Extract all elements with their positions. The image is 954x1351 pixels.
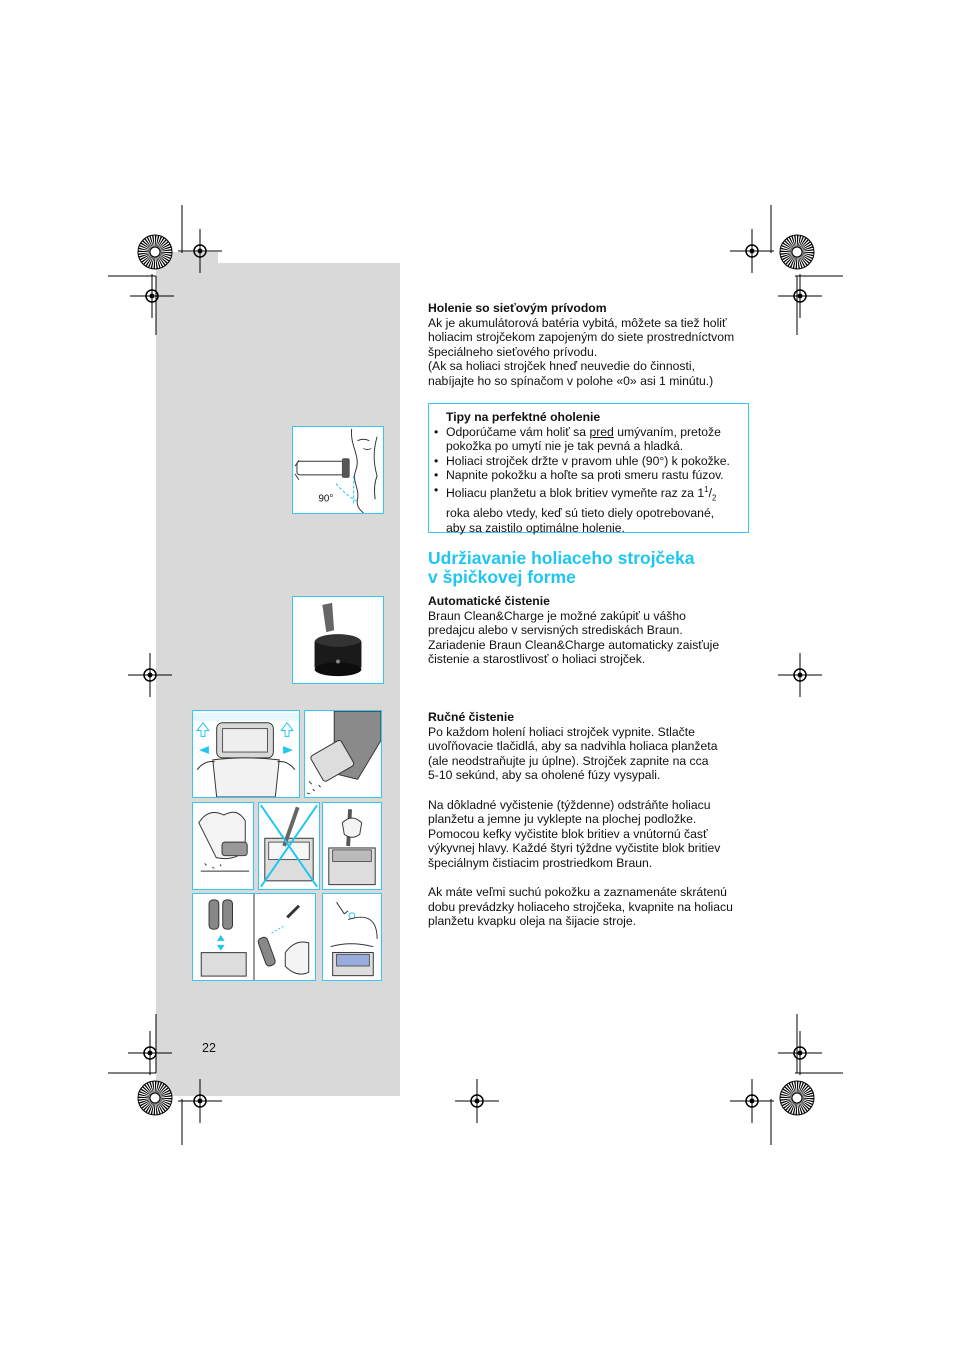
fraction-numerator: 1 bbox=[704, 484, 709, 494]
text-line: (ale neodstraňujte ju úplne). Strojček zapnite na cca bbox=[428, 753, 709, 768]
section-heading bbox=[428, 549, 758, 586]
tap-shaver-illustration bbox=[305, 711, 381, 797]
shaving-angle-illustration bbox=[293, 427, 383, 513]
figure-do-not-brush-foil bbox=[258, 802, 320, 890]
angle-label: 90° bbox=[318, 493, 334, 505]
figure-clean-charge bbox=[292, 596, 384, 684]
figure-oil-foil bbox=[322, 893, 382, 981]
text-line: nabíjajte ho so spínačom v polohe «0» asi 1 minútu.) bbox=[428, 373, 714, 388]
tip-item bbox=[433, 425, 742, 454]
clean-with-spray-illustration bbox=[193, 894, 315, 980]
text-line: dobu prevádzky holiaceho strojčeka, kvapnite na holiacu bbox=[428, 899, 733, 914]
text-line: Braun Clean&Charge je možné zakúpiť u vášho bbox=[428, 608, 686, 623]
text-line: predajcu alebo v servisných strediskách Braun. bbox=[428, 623, 683, 638]
section-automatic-cleaning bbox=[428, 594, 758, 667]
do-not-brush-foil-illustration bbox=[259, 803, 319, 889]
figure-brush-cutter bbox=[322, 802, 382, 890]
text-line: 5-10 sekúnd, aby sa oholené fúzy vysypali. bbox=[428, 768, 661, 783]
tip-text: pokožka po umytí nie je tak pevná a hladká. bbox=[446, 439, 684, 454]
section-title: Ručné čistenie bbox=[428, 710, 515, 724]
tip-item: • Holiaci strojček držte v pravom uhle (90°) k pokožke. bbox=[433, 454, 742, 469]
tip-text: Odporúčame vám holiť sa bbox=[446, 424, 590, 439]
section-title: Automatické čistenie bbox=[428, 594, 550, 608]
text-line: čistenie a starostlivosť o holiaci strojček. bbox=[428, 652, 646, 667]
figure-release-foil bbox=[192, 710, 300, 798]
tips-list bbox=[433, 425, 742, 536]
section-mains-shaving bbox=[428, 301, 758, 389]
tip-item: • Napnite pokožku a hoľte sa proti smeru rastu fúzov. bbox=[433, 468, 742, 483]
figure-tap-shaver bbox=[304, 710, 382, 798]
figure-shaving-angle bbox=[292, 426, 384, 514]
star-target-mark bbox=[780, 1081, 814, 1115]
paragraph-gap bbox=[428, 783, 758, 798]
text-line: Po každom holení holiaci strojček vypnite. Stlačte bbox=[428, 724, 695, 739]
text-line: Zariadenie Braun Clean&Charge automaticky zaisťuje bbox=[428, 637, 720, 652]
tips-box bbox=[428, 403, 749, 533]
text-line: uvoľňovacie tlačidlá, aby sa nadvihla holiaca planžeta bbox=[428, 739, 718, 754]
star-target-mark bbox=[138, 235, 172, 269]
text-line: Pomocou kefky vyčistite blok britiev a vnútornú časť bbox=[428, 826, 708, 841]
release-foil-illustration bbox=[193, 711, 299, 797]
text-line: výkyvnej hlavy. Každé štyri týždne vyčistite blok britiev bbox=[428, 841, 721, 856]
tip-underlined-word: pred bbox=[589, 424, 614, 439]
text-line: Ak je akumulátorová batéria vybitá, môžete sa tiež holiť bbox=[428, 315, 727, 330]
oil-foil-illustration bbox=[323, 894, 381, 980]
page-number: 22 bbox=[202, 1041, 216, 1055]
star-target-mark bbox=[138, 1081, 172, 1115]
section-title: Holenie so sieťovým prívodom bbox=[428, 301, 607, 315]
fraction-denominator: 2 bbox=[711, 493, 717, 503]
text-line: Na dôkladné vyčistenie (týždenne) odstráňte holiacu bbox=[428, 797, 711, 812]
star-target-mark bbox=[780, 235, 814, 269]
heading-line: v špičkovej forme bbox=[428, 566, 576, 587]
tip-text: umývaním, pretože bbox=[613, 424, 721, 439]
brush-cutter-illustration bbox=[323, 803, 381, 889]
text-line: špeciálnym čistiacim prostriedkom Braun. bbox=[428, 855, 653, 870]
text-line: holiacim strojčekom zapojeným do siete prostredníctvom bbox=[428, 330, 735, 345]
heading-line: Udržiavanie holiaceho strojčeka bbox=[428, 548, 695, 568]
tip-item: • Holiacu planžetu a blok britiev vymeňte raz za $1^1/_2$ roka alebo vtedy, keď sú tieto diely opotrebované, aby sa zaistilo optimálne holenie. bbox=[433, 483, 742, 535]
paragraph-gap bbox=[428, 871, 758, 886]
text-line: planžetu a jemne ju vyklepte na plochej podložke. bbox=[428, 812, 697, 827]
clean-charge-illustration bbox=[293, 597, 383, 683]
section-manual-cleaning bbox=[428, 710, 758, 929]
text-line: (Ak sa holiaci strojček hneď neuvedie do činnosti, bbox=[428, 359, 695, 374]
figure-clean-with-spray bbox=[192, 893, 316, 981]
figure-tap-foil bbox=[192, 802, 254, 890]
text-line: špeciálneho sieťového prívodu. bbox=[428, 344, 598, 359]
text-line: planžetu kvapku oleja na šijacie stroje. bbox=[428, 914, 636, 929]
tip-text: roka alebo vtedy, keď sú tieto diely opotrebované, bbox=[446, 506, 715, 521]
tip-text: Holiacu planžetu a blok britiev vymeňte raz za 1 bbox=[446, 486, 705, 501]
tip-text: aby sa zaistilo optimálne holenie. bbox=[446, 520, 625, 535]
tips-title: Tipy na perfektné oholenie bbox=[446, 410, 601, 424]
text-line: Ak máte veľmi suchú pokožku a zaznamenáte skrátenú bbox=[428, 885, 727, 900]
tap-foil-illustration bbox=[193, 803, 253, 889]
